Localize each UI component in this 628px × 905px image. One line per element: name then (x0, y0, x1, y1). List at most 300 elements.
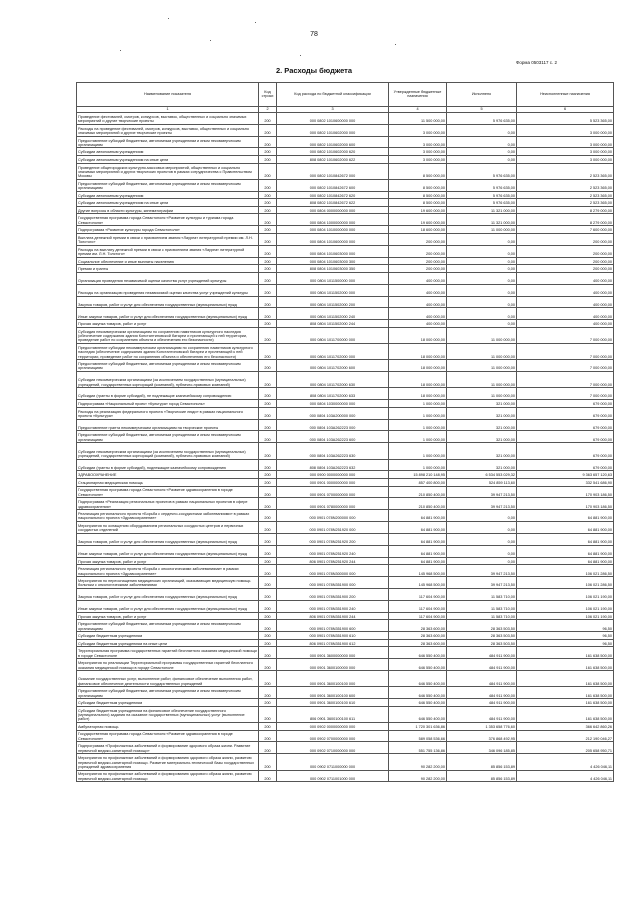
cell-rest: 679 000,00 (517, 443, 614, 459)
cell-plan: 3 000 000,00 (389, 156, 447, 164)
cell-name: Предоставление субсидии некоммерческим организациям по сохранению памятников культурного наследия (обеспечение содержания здания Константиновской батареи и прилегающей к ней территории, проведение работ по сохранению объекта и обеспечению его безопасности) (77, 344, 259, 360)
cell-done: 0,00 (447, 272, 517, 284)
cell-done: 85 856 153,89 (447, 754, 517, 770)
cell-done: 484 911 900,00 (447, 647, 517, 659)
cell-done: 0,00 (447, 148, 517, 156)
cell-rest: 200 000,00 (517, 245, 614, 257)
cell-kbk: 000 0804 1011702000 000 (277, 344, 389, 360)
cell-rest: 96,50 (517, 632, 614, 640)
cell-done: 11 000 000,00 (447, 226, 517, 234)
cell-kbk: 000 0901 0780000000 000 (277, 498, 389, 510)
table-row (77, 647, 614, 659)
table-row (77, 522, 614, 534)
cell-rest: 106 021 190,00 (517, 600, 614, 612)
cell-done: 0,00 (447, 545, 517, 557)
cell-rest: 161 638 500,00 (517, 687, 614, 699)
cell-code: 200 (259, 344, 277, 360)
table-row (77, 296, 614, 308)
cell-name: Предоставление субсидий бюджетным, автономным учреждениям и иным некоммерческим организациям (77, 360, 259, 372)
cell-rest: 400 000,00 (517, 320, 614, 328)
table-row (77, 233, 614, 245)
cell-code: 200 (259, 534, 277, 546)
cell-kbk: 000 0804 0000000000 000 (277, 206, 389, 214)
cell-plan: 28 363 600,00 (389, 632, 447, 640)
cell-rest: 7 000 000,00 (517, 388, 614, 400)
scan-speck (395, 44, 396, 45)
cell-kbk: 000 0901 078N351900 600 (277, 620, 389, 632)
cell-plan: 145 968 500,00 (389, 577, 447, 589)
table-row (77, 534, 614, 546)
table-row (77, 360, 614, 372)
cell-kbk: 000 0902 0711001000 000 (277, 770, 389, 782)
scan-speck (120, 50, 121, 51)
cell-kbk: 000 0804 103A262223 600 (277, 431, 389, 443)
cell-name: Мероприятия по реализации Территориальной программы государственных гарантий бесплатного оказания медицинской помощи в городе Севастополе (77, 659, 259, 671)
table-row (77, 639, 614, 647)
cell-code: 200 (259, 245, 277, 257)
cell-rest: 106 021 190,00 (517, 589, 614, 601)
header-line-code: Код строки (259, 83, 277, 107)
cell-kbk: 000 0804 1000000000 000 (277, 214, 389, 226)
cell-done: 11 321 000,00 (447, 206, 517, 214)
cell-name: Субсидия некоммерческим организациям по сохранению памятников культурного наследия (обеспечение содержания здания Константиновской батареи и прилегающей к ней территории, проведение работ по сохранению объекта и обеспечению его безопасности) (77, 327, 259, 343)
table-row (77, 589, 614, 601)
table-row (77, 257, 614, 265)
cell-code: 200 (259, 320, 277, 328)
cell-plan: 64 881 900,00 (389, 545, 447, 557)
cell-plan: 145 968 500,00 (389, 565, 447, 577)
header-expense-code: Код расхода по бюджетной классификации (277, 83, 389, 107)
table-row (77, 372, 614, 388)
cell-name: Предоставление гранта некоммерческим организациям на творческие проекты (77, 419, 259, 431)
cell-name: Субсидии некоммерческим организациям (за исключением государственных (муниципальных) учреждений, государственных корпораций (компаний), публично-правовых компаний) (77, 372, 259, 388)
cell-plan: 200 000,00 (389, 245, 447, 257)
cell-plan: 117 604 900,00 (389, 589, 447, 601)
cell-plan: 1 000 000,00 (389, 407, 447, 419)
table-row (77, 659, 614, 671)
cell-done: 484 911 900,00 (447, 687, 517, 699)
cell-code: 200 (259, 327, 277, 343)
section-title: 2. Расходы бюджета (275, 66, 353, 75)
cell-rest: 64 881 900,00 (517, 534, 614, 546)
cell-done: 321 000,00 (447, 400, 517, 408)
cell-rest: 106 021 190,00 (517, 612, 614, 620)
cell-rest: 679 000,00 (517, 431, 614, 443)
cell-code: 200 (259, 699, 277, 707)
cell-done: 0,00 (447, 308, 517, 320)
cell-done: 0,00 (447, 510, 517, 522)
cell-rest: 170 903 186,50 (517, 486, 614, 498)
cell-plan: 18 000 000,00 (389, 344, 447, 360)
table-row (77, 723, 614, 731)
cell-rest: 679 000,00 (517, 407, 614, 419)
cell-done: 28 363 503,50 (447, 639, 517, 647)
table-row (77, 770, 614, 782)
cell-rest: 161 638 500,00 (517, 671, 614, 687)
cell-name: Субсидии бюджетным учреждениям на финансовое обеспечение государственного (муниципального) задания на оказание государственных (муниципальных) услуг (выполнение работ) (77, 706, 259, 722)
cell-name: Реализация регионального проекта «Борьба с онкологическими заболеваниями» в рамках национального проекта «Здравоохранение» (77, 565, 259, 577)
cell-rest: 161 638 500,00 (517, 699, 614, 707)
cell-code: 200 (259, 770, 277, 782)
cell-plan: 15 898 210 148,95 (389, 471, 447, 479)
cell-kbk: 000 0804 103A200000 000 (277, 407, 389, 419)
col-number: 2 (259, 106, 277, 112)
cell-plan: 210 850 400,00 (389, 498, 447, 510)
cell-done: 0,00 (447, 296, 517, 308)
table-row (77, 245, 614, 257)
cell-code: 200 (259, 272, 277, 284)
header-indicator-name: Наименование показателя (77, 83, 259, 107)
cell-kbk: 000 0901 3600100100 600 (277, 687, 389, 699)
cell-rest: 161 638 500,00 (517, 647, 614, 659)
cell-name: Прочая закупка товаров, работ и услуг (77, 557, 259, 565)
col-number: 4 (389, 106, 447, 112)
cell-code: 200 (259, 723, 277, 731)
cell-done: 346 096 185,85 (447, 742, 517, 754)
cell-name: Расходы на реализацию федерального проекта «Творческие люди» в рамках национального проекта «Культура» (77, 407, 259, 419)
cell-rest: 3 000 000,00 (517, 136, 614, 148)
cell-kbk: 000 0901 3600000000 000 (277, 647, 389, 659)
cell-kbk: 000 0804 1011500000 000 (277, 272, 389, 284)
cell-done: 321 000,00 (447, 407, 517, 419)
cell-rest: 4 426 046,11 (517, 770, 614, 782)
cell-kbk: 000 0804 1030000000 000 (277, 400, 389, 408)
cell-done: 321 000,00 (447, 419, 517, 431)
cell-rest: 212 190 046,27 (517, 730, 614, 742)
cell-code: 200 (259, 522, 277, 534)
cell-done: 11 583 710,00 (447, 589, 517, 601)
cell-code: 200 (259, 136, 277, 148)
cell-kbk: 806 0901 3600100100 611 (277, 706, 389, 722)
cell-name: Закупка товаров, работ и услуг для обеспечения государственных (муниципальных) нужд (77, 589, 259, 601)
table-body (77, 112, 614, 782)
cell-kbk: 000 0804 103A262223 630 (277, 443, 389, 459)
cell-done: 484 911 900,00 (447, 659, 517, 671)
col-number: 6 (517, 106, 614, 112)
cell-rest: 161 638 500,00 (517, 659, 614, 671)
cell-rest: 161 638 500,00 (517, 706, 614, 722)
cell-name: Субсидии бюджетным учреждениям на иные цели (77, 639, 259, 647)
table-row (77, 612, 614, 620)
table-row (77, 199, 614, 207)
cell-done: 11 000 000,00 (447, 327, 517, 343)
table-row (77, 191, 614, 199)
cell-name: Субсидии автономным учреждениям (77, 148, 259, 156)
cell-name: Прочая закупка товаров, работ и услуг (77, 612, 259, 620)
scan-speck (300, 55, 301, 56)
cell-kbk: 000 0804 1011502000 000 (277, 284, 389, 296)
page-number: 78 (310, 31, 318, 38)
cell-code: 200 (259, 214, 277, 226)
cell-code: 200 (259, 620, 277, 632)
cell-kbk: 000 0802 1010842672 600 (277, 179, 389, 191)
cell-name: Расходы на проведение фестивалей, смотров, конкурсов, выставок, общественных и социально значимых мероприятий и другие творческие проекты (77, 124, 259, 136)
cell-rest: 96,50 (517, 639, 614, 647)
cell-plan: 64 881 900,00 (389, 510, 447, 522)
cell-done: 39 947 213,50 (447, 498, 517, 510)
cell-kbk: 000 0902 0700000000 000 (277, 730, 389, 742)
cell-code: 200 (259, 706, 277, 722)
table-row (77, 112, 614, 124)
cell-plan: 1 000 000,00 (389, 431, 447, 443)
table-row (77, 699, 614, 707)
table-row (77, 320, 614, 328)
cell-rest: 9 363 657 120,63 (517, 471, 614, 479)
cell-plan: 1 000 000,00 (389, 400, 447, 408)
scan-speck (255, 22, 256, 23)
cell-kbk: 000 0804 1011702000 630 (277, 372, 389, 388)
table-row (77, 179, 614, 191)
expenses-table (76, 82, 614, 782)
cell-name: Другие вопросы в области культуры, кинематографии (77, 206, 259, 214)
table-row (77, 478, 614, 486)
cell-name: Субсидии некоммерческим организациям (за исключением государственных (муниципальных) учреждений, государственных корпораций (компаний), публично-правовых компаний) (77, 443, 259, 459)
cell-rest: 400 000,00 (517, 272, 614, 284)
cell-name: Субсидии автономным учреждениям (77, 191, 259, 199)
cell-kbk: 000 0804 103A262223 000 (277, 419, 389, 431)
cell-name: Субсидии автономным учреждениям на иные цели (77, 199, 259, 207)
cell-done: 524 859 113,60 (447, 478, 517, 486)
cell-code: 200 (259, 687, 277, 699)
cell-name: Субсидии бюджетным учреждениям (77, 632, 259, 640)
cell-name: Субсидии автономным учреждениям на иные цели (77, 156, 259, 164)
cell-plan: 18 000 000,00 (389, 372, 447, 388)
cell-done: 11 000 000,00 (447, 360, 517, 372)
table-row (77, 431, 614, 443)
cell-code: 200 (259, 471, 277, 479)
header-approved: Утвержденные бюджетные назначения (389, 83, 447, 107)
cell-code: 200 (259, 478, 277, 486)
cell-name: Мероприятия по профилактике заболеваний и формированию здорового образа жизни, развитию первичной медико-санитарной помощи. Развитие материально-технической базы государственных учреждений здравоохранения (77, 754, 259, 770)
cell-done: 5 976 635,00 (447, 191, 517, 199)
cell-kbk: 000 0901 3600100000 000 (277, 659, 389, 671)
table-header-row (77, 83, 614, 107)
col-number: 5 (447, 106, 517, 112)
cell-plan: 18 000 000,00 (389, 388, 447, 400)
cell-plan: 400 000,00 (389, 284, 447, 296)
cell-code: 200 (259, 124, 277, 136)
cell-rest: 7 000 000,00 (517, 372, 614, 388)
table-row (77, 632, 614, 640)
table-row (77, 163, 614, 179)
cell-kbk: 000 0804 1010600000 000 (277, 233, 389, 245)
cell-done: 0,00 (447, 522, 517, 534)
cell-kbk: 000 0901 3600100100 000 (277, 671, 389, 687)
cell-kbk: 808 0804 1010603000 350 (277, 265, 389, 273)
cell-kbk: 808 0804 103A262223 632 (277, 459, 389, 471)
col-number: 3 (277, 106, 389, 112)
cell-done: 0,00 (447, 233, 517, 245)
cell-rest: 679 000,00 (517, 419, 614, 431)
cell-code: 200 (259, 565, 277, 577)
cell-rest: 7 000 000,00 (517, 344, 614, 360)
cell-done: 0,00 (447, 257, 517, 265)
cell-name: Субсидии бюджетным учреждениям (77, 699, 259, 707)
cell-rest: 366 642 860,26 (517, 723, 614, 731)
cell-name: Территориальная программа государственных гарантий бесплатного оказания медицинской помощи в городе Севастополе (77, 647, 259, 659)
cell-code: 200 (259, 754, 277, 770)
cell-name: Прочая закупка товаров, работ и услуг (77, 320, 259, 328)
cell-rest: 205 658 950,71 (517, 742, 614, 754)
cell-name: Расходы на выплату денежной премии в связи с присвоением звания «Лауреат литературной премии им. Л.Н. Толстого» (77, 245, 259, 257)
table-row (77, 459, 614, 471)
cell-plan: 400 000,00 (389, 296, 447, 308)
cell-plan: 3 000 000,00 (389, 136, 447, 148)
cell-kbk: 808 0802 1010842672 622 (277, 199, 389, 207)
cell-done: 5 976 635,00 (447, 163, 517, 179)
cell-plan: 400 000,00 (389, 272, 447, 284)
cell-done: 85 856 153,89 (447, 770, 517, 782)
cell-name: Предоставление субсидий бюджетным, автономным учреждениям и иным некоммерческим организациям (77, 687, 259, 699)
cell-kbk: 000 0804 1010000000 000 (277, 226, 389, 234)
cell-plan: 646 550 400,00 (389, 687, 447, 699)
cell-done: 5 976 635,00 (447, 199, 517, 207)
cell-code: 200 (259, 639, 277, 647)
cell-rest: 96,50 (517, 620, 614, 632)
cell-plan: 28 363 600,00 (389, 639, 447, 647)
cell-rest: 2 523 365,00 (517, 199, 614, 207)
cell-done: 484 911 900,00 (447, 706, 517, 722)
cell-plan: 1 720 301 636,86 (389, 723, 447, 731)
cell-name: Мероприятия по оснащению оборудованием региональных сосудистых центров и первичных сосудистых отделений (77, 522, 259, 534)
cell-name: Подпрограмма «Национальный проект «Культура» город Севастополь» (77, 400, 259, 408)
table-row (77, 272, 614, 284)
cell-rest: 64 881 900,00 (517, 545, 614, 557)
cell-rest: 679 000,00 (517, 400, 614, 408)
cell-code: 200 (259, 486, 277, 498)
cell-name: Государственная программа города Севастополя «Развитие культуры и туризма города Севастополя» (77, 214, 259, 226)
cell-plan: 64 881 900,00 (389, 557, 447, 565)
cell-kbk: 000 0802 1010600000 000 (277, 112, 389, 124)
cell-kbk: 000 0901 078N351900 200 (277, 589, 389, 601)
cell-code: 200 (259, 388, 277, 400)
cell-done: 5 976 635,00 (447, 112, 517, 124)
cell-kbk: 806 0901 078N251920 244 (277, 557, 389, 565)
cell-plan: 1 000 000,00 (389, 443, 447, 459)
cell-code: 200 (259, 226, 277, 234)
table-row (77, 388, 614, 400)
cell-code: 200 (259, 730, 277, 742)
cell-rest: 64 881 900,00 (517, 557, 614, 565)
table-row (77, 156, 614, 164)
cell-code: 200 (259, 199, 277, 207)
cell-plan: 19 600 000,00 (389, 214, 447, 226)
cell-name: Мероприятия по переоснащению медицинских организаций, оказывающих медицинскую помощь больным с онкологическими заболеваниями (77, 577, 259, 589)
cell-plan: 11 500 000,00 (389, 112, 447, 124)
cell-rest: 170 903 186,50 (517, 498, 614, 510)
cell-kbk: 000 0901 078N200000 000 (277, 510, 389, 522)
cell-code: 200 (259, 612, 277, 620)
cell-rest: 106 021 286,50 (517, 565, 614, 577)
cell-rest: 2 523 365,00 (517, 179, 614, 191)
cell-kbk: 000 0802 1010602000 600 (277, 136, 389, 148)
cell-rest: 400 000,00 (517, 296, 614, 308)
cell-name: ЗДРАВООХРАНЕНИЕ (77, 471, 259, 479)
table-row (77, 419, 614, 431)
cell-name: Социальное обеспечение и иные выплаты населению (77, 257, 259, 265)
cell-name: Оказание государственных услуг, выполнение работ, финансовое обеспечение выполнения работ, финансовое обеспечение деятельности государственных учреждений (77, 671, 259, 687)
cell-code: 200 (259, 510, 277, 522)
cell-rest: 200 000,00 (517, 265, 614, 273)
cell-done: 321 000,00 (447, 443, 517, 459)
table-row (77, 327, 614, 343)
cell-done: 0,00 (447, 265, 517, 273)
cell-rest: 7 000 000,00 (517, 327, 614, 343)
cell-code: 200 (259, 156, 277, 164)
cell-name: Предоставление субсидий бюджетным, автономным учреждениям и иным некоммерческим организациям (77, 620, 259, 632)
cell-code: 200 (259, 265, 277, 273)
cell-done: 6 534 553 029,32 (447, 471, 517, 479)
cell-plan: 646 550 400,00 (389, 671, 447, 687)
cell-plan: 210 850 400,00 (389, 486, 447, 498)
cell-done: 0,00 (447, 245, 517, 257)
table-row (77, 754, 614, 770)
cell-code: 200 (259, 589, 277, 601)
cell-kbk: 000 0901 0700000000 000 (277, 486, 389, 498)
cell-rest: 7 600 000,00 (517, 226, 614, 234)
cell-plan: 8 500 000,00 (389, 163, 447, 179)
cell-done: 0,00 (447, 534, 517, 546)
cell-rest: 3 000 000,00 (517, 148, 614, 156)
cell-kbk: 000 0901 078N251920 240 (277, 545, 389, 557)
cell-done: 376 868 492,95 (447, 730, 517, 742)
cell-rest: 3 000 000,00 (517, 124, 614, 136)
cell-done: 5 976 635,00 (447, 179, 517, 191)
cell-kbk: 000 0902 0711000000 000 (277, 754, 389, 770)
cell-name: Выплата денежной премии в связи с присвоением звания «Лауреат литературной премии им. Л.Н. Толстого» (77, 233, 259, 245)
cell-rest: 8 279 000,00 (517, 214, 614, 226)
cell-plan: 28 363 600,00 (389, 620, 447, 632)
cell-done: 28 363 503,50 (447, 632, 517, 640)
cell-rest: 679 000,00 (517, 459, 614, 471)
cell-code: 200 (259, 419, 277, 431)
col-number: 1 (77, 106, 259, 112)
cell-done: 484 911 900,00 (447, 671, 517, 687)
cell-done: 11 000 000,00 (447, 344, 517, 360)
cell-code: 200 (259, 545, 277, 557)
cell-name: Закупка товаров, работ и услуг для обеспечения государственных (муниципальных) нужд (77, 296, 259, 308)
table-row (77, 620, 614, 632)
cell-kbk: 000 0804 1011502000 240 (277, 308, 389, 320)
table-row (77, 742, 614, 754)
table-row (77, 486, 614, 498)
table-row (77, 498, 614, 510)
table-row (77, 206, 614, 214)
cell-rest: 332 541 686,90 (517, 478, 614, 486)
cell-plan: 18 000 000,00 (389, 360, 447, 372)
cell-kbk: 000 0902 0710000000 000 (277, 742, 389, 754)
table-row (77, 284, 614, 296)
cell-kbk: 000 0804 1011700000 000 (277, 327, 389, 343)
cell-kbk: 000 0804 1011702000 600 (277, 360, 389, 372)
cell-plan: 18 600 000,00 (389, 226, 447, 234)
cell-plan: 8 500 000,00 (389, 191, 447, 199)
form-code: Форма 0503117 с. 2 (516, 60, 557, 65)
cell-plan: 646 550 400,00 (389, 647, 447, 659)
cell-code: 200 (259, 671, 277, 687)
cell-rest: 3 000 000,00 (517, 156, 614, 164)
cell-kbk: 808 0804 1011702000 633 (277, 388, 389, 400)
cell-kbk: 000 0802 1010602000 620 (277, 148, 389, 156)
cell-plan: 90 282 200,00 (389, 754, 447, 770)
cell-name: Субсидии (гранты в форме субсидий), не подлежащие казначейскому сопровождению (77, 388, 259, 400)
cell-code: 200 (259, 577, 277, 589)
cell-kbk: 000 0804 1010603000 300 (277, 257, 389, 265)
cell-done: 0,00 (447, 557, 517, 565)
cell-code: 200 (259, 431, 277, 443)
cell-kbk: 000 0901 0000000000 000 (277, 478, 389, 486)
table-row (77, 308, 614, 320)
